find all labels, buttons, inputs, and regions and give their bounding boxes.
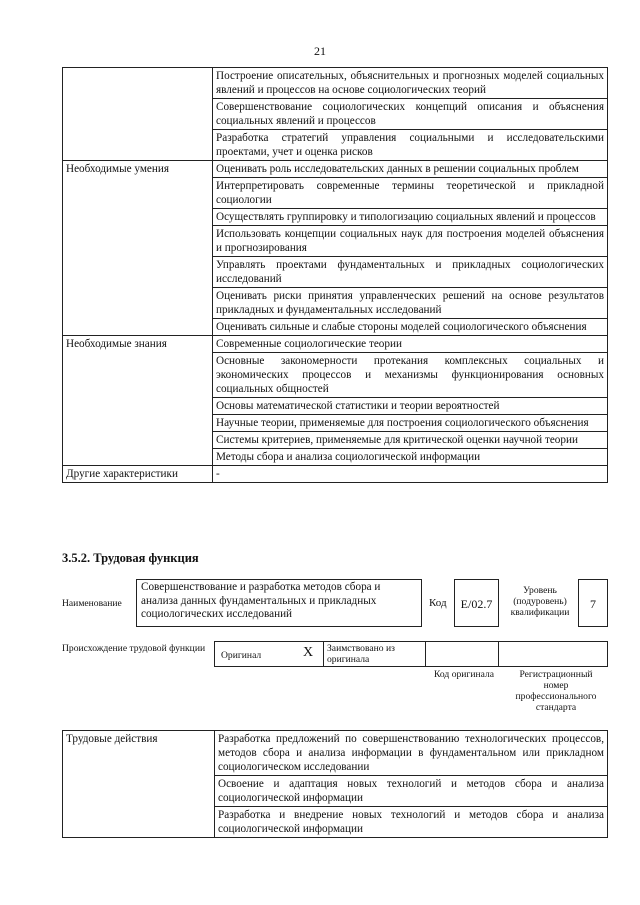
page-number: 21 xyxy=(314,44,326,58)
row-item: Методы сбора и анализа социологической информации xyxy=(213,449,608,466)
original-cell xyxy=(214,641,324,667)
row-item: Освоение и адаптация новых технологий и методов сбора и анализа социологической информации xyxy=(215,776,608,807)
row-item: Использовать концепции социальных наук для построения моделей объяснения и прогнозирования xyxy=(213,226,608,257)
code-value: E/02.7 xyxy=(460,597,493,611)
row-item: Интерпретировать современные термины теоретической и прикладной социологии xyxy=(213,178,608,209)
row-label: Необходимые знания xyxy=(63,336,213,466)
row-item: Осуществлять группировку и типологизацию социальных явлений и процессов xyxy=(213,209,608,226)
row-label: Другие характеристики xyxy=(63,466,213,483)
code-label: Код xyxy=(429,597,447,609)
code-box xyxy=(454,579,499,627)
row-item: Оценивать сильные и слабые стороны моделей социологического объяснения xyxy=(213,319,608,336)
table-row xyxy=(63,731,608,776)
row-item: Разработка и внедрение новых технологий и методов сбора и анализа социологической информации xyxy=(215,807,608,838)
level-label: Уровень (подуровень) квалификации xyxy=(510,585,570,618)
row-item: Управлять проектами фундаментальных и прикладных социологических исследований xyxy=(213,257,608,288)
row-item: Оценивать риски принятия управленческих решений на основе результатов прикладных и фундаментальных исследований xyxy=(213,288,608,319)
labor-actions-table xyxy=(62,730,608,838)
row-item: Совершенствование социологических концепций описания и объяснения социальных явлений и процессов xyxy=(213,99,608,130)
row-label xyxy=(63,68,213,161)
borrowed-label: Заимствовано из оригинала xyxy=(327,643,395,665)
section-title: 3.5.2. Трудовая функция xyxy=(62,551,199,565)
original-label: Оригинал xyxy=(221,650,262,661)
row-label: Трудовые действия xyxy=(63,731,215,838)
level-box xyxy=(578,579,608,627)
row-item: Современные социологические теории xyxy=(213,336,608,353)
reg-number-cell xyxy=(498,641,608,667)
origin-label: Происхождение трудовой функции xyxy=(62,643,206,654)
row-item: Основы математической статистики и теории вероятностей xyxy=(213,398,608,415)
table-row xyxy=(63,161,608,178)
function-name-box xyxy=(136,579,422,627)
code-original-cell xyxy=(425,641,499,667)
level-value: 7 xyxy=(590,597,596,611)
table-row xyxy=(63,336,608,353)
borrowed-cell xyxy=(323,641,426,667)
row-item: Научные теории, применяемые для построения социологического объяснения xyxy=(213,415,608,432)
row-item: Разработка стратегий управления социальными и исследовательскими проектами, учет и оценка рисков xyxy=(213,130,608,161)
row-item: Оценивать роль исследовательских данных в решении социальных проблем xyxy=(213,161,608,178)
row-item: - xyxy=(213,466,608,483)
row-label: Необходимые умения xyxy=(63,161,213,336)
requirements-table xyxy=(62,67,608,483)
function-name: Совершенствование и разработка методов сбора и анализа данных фундаментальных и прикладных социологических исследований xyxy=(141,581,381,620)
row-item: Построение описательных, объяснительных и прогнозных моделей социальных явлений и процессов на основе социологических теорий xyxy=(213,68,608,99)
table-row xyxy=(63,68,608,99)
row-item: Системы критериев, применяемые для критической оценки научной теории xyxy=(213,432,608,449)
name-label: Наименование xyxy=(62,598,122,609)
row-item: Разработка предложений по совершенствованию технологических процессов, методов сбора и анализа информации в фундаментальном или прикладном социологическом исследовании xyxy=(215,731,608,776)
table-row xyxy=(63,466,608,483)
code-original-label: Код оригинала xyxy=(433,669,495,680)
row-item: Основные закономерности протекания комплексных социальных и экономических процессов и механизмы функционирования основных социальных общностей xyxy=(213,353,608,398)
original-mark: X xyxy=(303,645,314,660)
reg-number-label: Регистрационный номер профессионального стандарта xyxy=(515,669,597,713)
